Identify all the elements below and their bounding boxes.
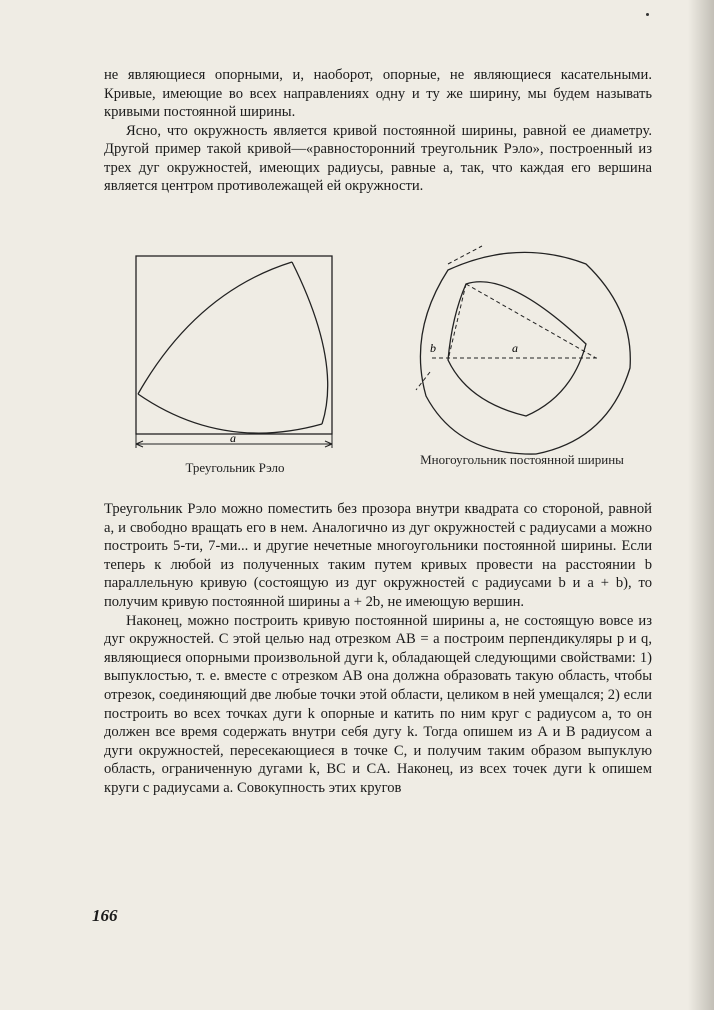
caption-reuleaux: Треугольник Рэло [185, 460, 285, 475]
page-number: 166 [92, 906, 118, 925]
paragraph-reuleaux-rotation: Треугольник Рэло можно поместить без прозора внутри квадрата со стороной, равной a, и свободно вращать его в нем. Аналогично из дуг окружностей с радиусами a можно построить 5-ти, 7-ми... и другие нечетные многоугольники постоянной ширины. Если теперь к любой из полученных таким путем кривых провести на расстоянии b параллельную кривую (состоящую из дуг окружностей с радиусами b и a + b), то получим кривую постоянной ширины a + 2b, не имеющую вершин. [104, 501, 652, 610]
label-a: a [512, 341, 518, 355]
constant-width-polygon-figure [408, 240, 640, 472]
paragraph-circle: Ясно, что окружность является кривой постоянной ширины, равной ее диаметру. Другой пример такой кривой—«равносторонний треугольник Рэло», построенный из трех дуг окружностей, имеющих радиусы, равные a, так, что каждая его вершина является центром противолежащей ей окружности. [104, 122, 652, 194]
square-outline [136, 256, 332, 434]
dashed-diagonal-2 [448, 284, 466, 360]
paragraph-construction: Наконец, можно построить кривую постоянной ширины a, не состоящую вовсе из дуг окружностей. С этой целью над отрезком AB = a построим перпендикуляры p и q, являющиеся опорными произвольной дуги k, обладающей следующими свойствами: 1) выпуклостью, т. е. вместе с отрезком AB она должна образовать такую область, чтобы отрезок, соединяющий две любые точки этой области, целиком в ней умещался; 2) если построить во всех точках дуги k опорные и катить по ним круг с радиусом a, то он должен все время содержать внутри себя дугу k. Тогда опишем из A и B радиусом a дуги окружностей, пересекающиеся в точке C, и получим таким образом выпуклую область, ограниченную дугами k, BC и CA. Наконец, из всех точек дуги k опишем круги с радиусами a. Совокупность этих кругов [104, 612, 652, 796]
label-a: a [230, 431, 236, 445]
bottom-text [104, 500, 652, 798]
reuleaux-triangle-figure [132, 252, 342, 462]
caption-polygon: Многоугольник постоянной ширины [420, 452, 624, 467]
speck-mark [646, 13, 649, 16]
top-text [104, 66, 652, 196]
label-b: b [430, 341, 436, 355]
dashed-diagonal-1 [466, 284, 596, 358]
arc-bottom [138, 394, 322, 433]
page-edge-shadow [688, 0, 714, 1010]
outer-curve [420, 252, 630, 454]
arc-left [138, 262, 292, 394]
dashed-ext-top [448, 246, 482, 264]
paragraph-continuation: не являющиеся опорными, и, наоборот, опорные, не являющиеся касательными. Кривые, имеющие во всех направлениях одну и ту же ширину, мы будем называть кривыми постоянной ширины. [104, 67, 652, 120]
arc-right [292, 262, 328, 424]
